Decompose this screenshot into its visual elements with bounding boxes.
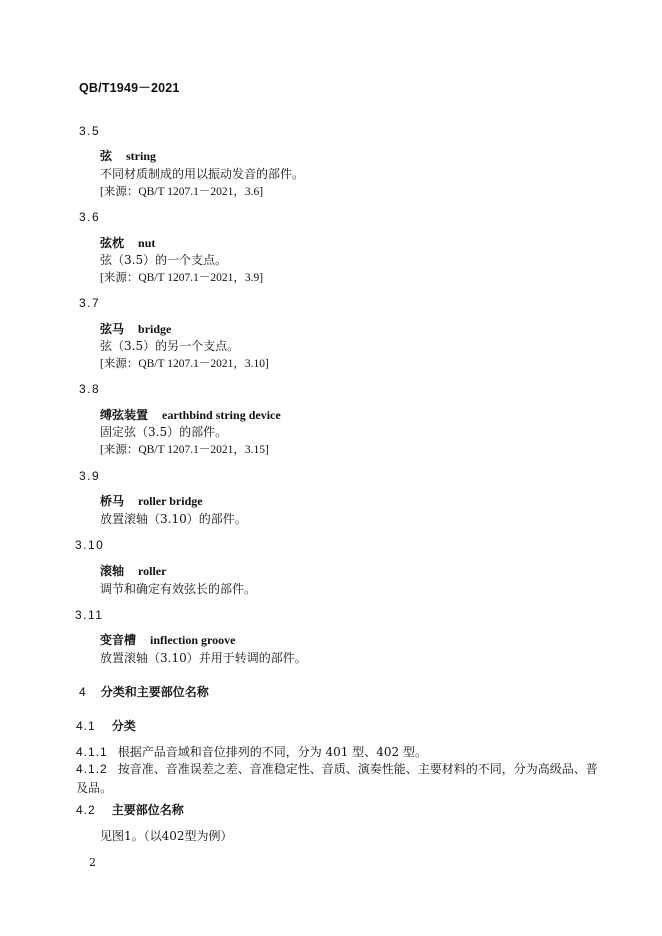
section-title: 分类和主要部位名称	[100, 685, 209, 699]
term-english: string	[126, 149, 157, 163]
term-chinese: 缚弦装置	[100, 408, 149, 422]
term-heading	[100, 492, 203, 509]
term-source: [来源：QB/T 1207.1－2021，3.6]	[100, 186, 264, 198]
term-number: 3.11	[75, 608, 104, 622]
term-heading	[100, 631, 235, 648]
term-english: roller bridge	[138, 494, 203, 508]
document-code-header: QB/T1949－2021	[79, 81, 180, 95]
term-english: nut	[138, 236, 156, 250]
term-heading	[100, 406, 281, 423]
term-number: 3.6	[79, 210, 101, 224]
term-heading	[100, 234, 155, 251]
term-chinese: 弦枕	[100, 236, 125, 250]
term-definition: 固定弦（3.5）的部件。	[100, 425, 228, 439]
term-definition: 放置滚轴（3.10）并用于转调的部件。	[100, 651, 307, 665]
clause-number: 4.1.2	[76, 762, 108, 776]
term-definition: 不同材质制成的用以振动发音的部件。	[100, 167, 305, 181]
subsection-title: 主要部位名称	[111, 803, 184, 817]
term-number: 3.8	[79, 382, 101, 396]
term-english: bridge	[138, 322, 172, 336]
clause-text: 按音准、音准误差之差、音准稳定性、音质、演奏性能、主要材料的不同，分为高级品、普及品。	[76, 762, 598, 795]
term-chinese: 滚轴	[100, 564, 125, 578]
subsection-heading	[76, 801, 184, 818]
clause-paragraph	[76, 760, 606, 798]
clause-text: 根据产品音域和音位排列的不同，分为 401 型、402 型。	[117, 745, 427, 759]
section-number: 4	[79, 685, 87, 699]
term-chinese: 弦马	[100, 322, 125, 336]
term-definition: 弦（3.5）的另一个支点。	[100, 339, 240, 353]
term-definition: 弦（3.5）的一个支点。	[100, 253, 228, 267]
subsection-number: 4.1	[76, 719, 96, 733]
term-source: [来源：QB/T 1207.1－2021，3.15]	[100, 444, 269, 456]
subsection-number: 4.2	[76, 803, 96, 817]
term-chinese: 变音槽	[100, 633, 137, 647]
term-chinese: 弦	[100, 149, 113, 163]
term-heading	[100, 147, 156, 164]
clause-number: 4.1.1	[76, 745, 108, 759]
term-heading	[100, 562, 166, 579]
term-english: roller	[138, 564, 167, 578]
term-number: 3.9	[79, 469, 101, 483]
section-heading	[79, 683, 209, 700]
subsection-heading	[76, 717, 136, 734]
subsection-title: 分类	[111, 719, 136, 733]
page-number: 2	[89, 856, 96, 869]
term-english: inflection groove	[150, 633, 236, 647]
term-number: 3.5	[79, 124, 101, 138]
term-source: [来源：QB/T 1207.1－2021，3.10]	[100, 358, 269, 370]
figure-reference: 见图1。（以402型为例）	[100, 829, 233, 843]
term-heading	[100, 320, 171, 337]
term-definition: 放置滚轴（3.10）的部件。	[100, 512, 247, 526]
term-english: earthbind string device	[162, 408, 281, 422]
term-definition: 调节和确定有效弦长的部件。	[100, 582, 257, 596]
term-number: 3.7	[79, 296, 101, 310]
term-source: [来源：QB/T 1207.1－2021，3.9]	[100, 272, 264, 284]
term-chinese: 桥马	[100, 494, 125, 508]
term-number: 3.10	[75, 538, 105, 552]
